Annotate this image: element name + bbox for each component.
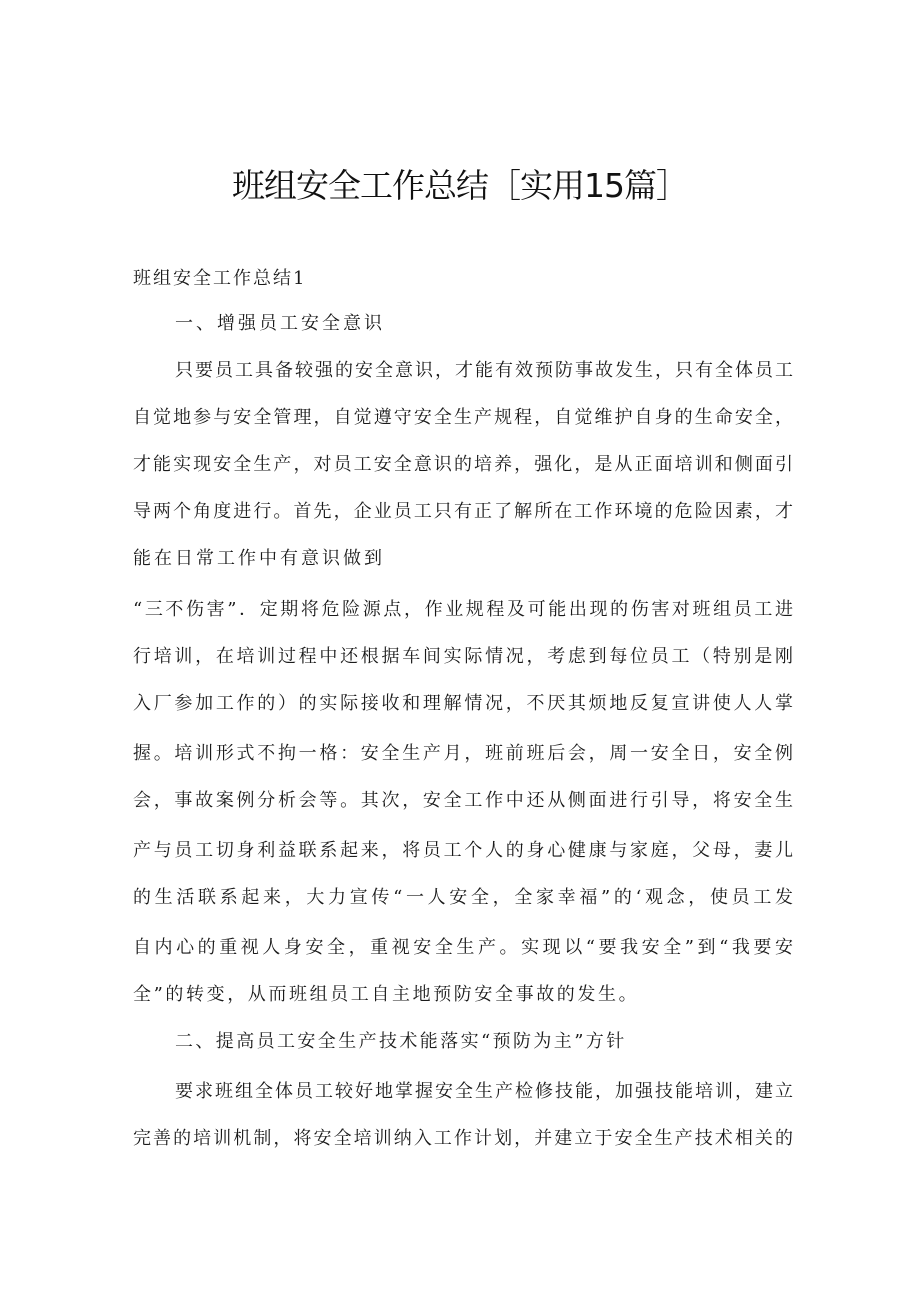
para1-line: 能在日常工作中有意识做到 [133,548,385,569]
para1-line: 握。培训形式不拘一格：安全生产月，班前班后会，周一安全日，安全例 [133,743,793,764]
section-title: 班组安全工作总结1 [133,268,307,289]
para1-line: 才能实现安全生产，对员工安全意识的培养，强化，是从正面培训和侧面引 [133,454,793,475]
para1-line: 行培训，在培训过程中还根据车间实际情况，考虑到每位员工（特别是刚 [133,646,793,667]
heading-2: 二、提高员工安全生产技术能落实“预防为主”方针 [175,1031,627,1052]
para1-line: 全”的转变，从而班组员工自主地预防安全事故的发生。 [133,984,640,1005]
para1-line: 自内心的重视人身安全，重视安全生产。实现以“要我安全”到“我要安 [133,937,793,958]
heading-1: 一、增强员工安全意识 [175,313,385,334]
para1-line: 入厂参加工作的）的实际接收和理解情况，不厌其烦地反复宣讲使人人掌 [133,693,793,714]
para1-line: 自觉地参与安全管理，自觉遵守安全生产规程，自觉维护自身的生命安全， [133,407,793,428]
para1-line: 会，事故案例分析会等。其次，安全工作中还从侧面进行引导，将安全生 [133,790,793,811]
document-title: 班组安全工作总结［实用15篇］ [232,166,688,205]
para1-line: 产与员工切身利益联系起来，将员工个人的身心健康与家庭，父母，妻儿 [133,840,793,861]
para1-line: 只要员工具备较强的安全意识，才能有效预防事故发生，只有全体员工 [175,360,793,381]
para2-line: 要求班组全体员工较好地掌握安全生产检修技能，加强技能培训，建立 [175,1081,793,1102]
para1-line: “三不伤害”．定期将危险源点，作业规程及可能出现的伤害对班组员工进 [133,599,793,620]
para1-line: 的生活联系起来，大力宣传“一人安全，全家幸福”的‘观念，使员工发 [133,887,793,908]
para2-line: 完善的培训机制，将安全培训纳入工作计划，并建立于安全生产技术相关的 [133,1128,793,1149]
para1-line: 导两个角度进行。首先，企业员工只有正了解所在工作环境的危险因素，才 [133,501,793,522]
